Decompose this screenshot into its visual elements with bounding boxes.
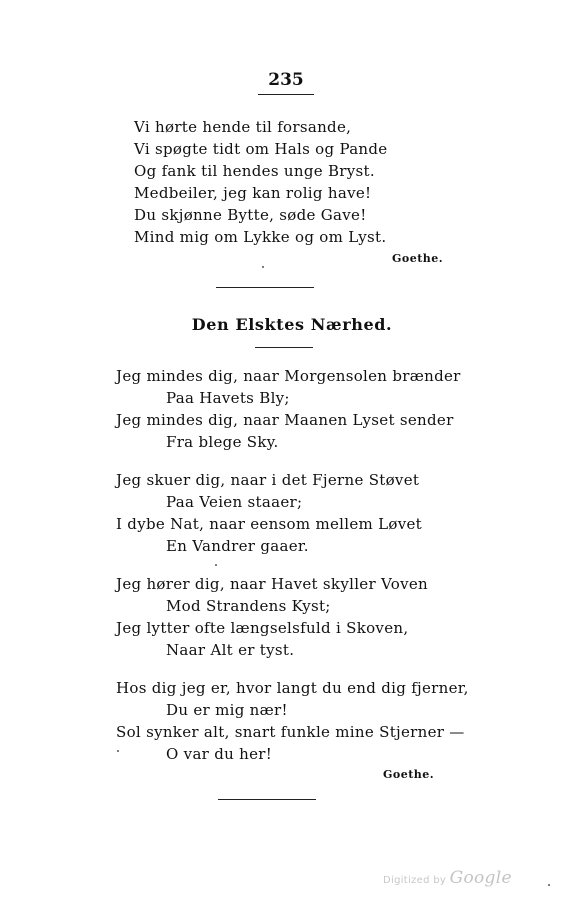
attribution: Goethe. — [392, 252, 444, 265]
section-divider — [216, 287, 314, 288]
watermark-small-text: Digitized by — [383, 875, 447, 886]
poem-line: Du skjønne Bytte, søde Gave! — [134, 206, 367, 224]
poem-line: Jeg skuer dig, naar i det Fjerne Støvet — [116, 471, 420, 489]
poem-line-indented: Paa Veien staaer; — [166, 493, 303, 511]
poem-line: Mind mig om Lykke og om Lyst. — [134, 228, 387, 246]
poem-line: Jeg hører dig, naar Havet skyller Voven — [116, 575, 428, 593]
poem-line-indented: O var du her! — [166, 745, 273, 763]
attribution: Goethe. — [383, 768, 435, 781]
poem-line-indented: Du er mig nær! — [166, 701, 288, 719]
poem-line: Jeg lytter ofte længselsfuld i Skoven, — [116, 619, 409, 637]
poem-line: Hos dig jeg er, hvor langt du end dig fjerner, — [116, 679, 469, 697]
digitized-watermark — [383, 868, 512, 888]
poem-line: Og fank til hendes unge Bryst. — [134, 162, 375, 180]
poem-line-indented: Fra blege Sky. — [166, 433, 279, 451]
poem-title: Den Elsktes Nærhed. — [191, 315, 393, 334]
section-divider — [218, 799, 316, 800]
poem-line: Medbeiler, jeg kan rolig have! — [134, 184, 372, 202]
watermark-logo-text: Google — [449, 868, 512, 888]
poem-line-indented: Paa Havets Bly; — [166, 389, 290, 407]
page-number: 235 — [268, 70, 304, 90]
poem-line: Vi hørte hende til forsande, — [134, 118, 352, 136]
poem-line-indented: Naar Alt er tyst. — [166, 641, 295, 659]
print-speck — [548, 884, 550, 886]
print-speck — [117, 750, 119, 752]
poem-line: I dybe Nat, naar eensom mellem Løvet — [116, 515, 423, 533]
title-rule — [255, 347, 313, 348]
page-number-rule — [258, 94, 314, 95]
print-speck — [262, 266, 264, 268]
poem-line-indented: Mod Strandens Kyst; — [166, 597, 331, 615]
poem-line: Sol synker alt, snart funkle mine Stjerner — — [116, 723, 465, 741]
poem-line: Vi spøgte tidt om Hals og Pande — [134, 140, 388, 158]
poem-line: Jeg mindes dig, naar Maanen Lyset sender — [116, 411, 454, 429]
poem-line: Jeg mindes dig, naar Morgensolen brænder — [116, 367, 461, 385]
print-speck — [215, 564, 217, 566]
poem-line-indented: En Vandrer gaaer. — [166, 537, 309, 555]
